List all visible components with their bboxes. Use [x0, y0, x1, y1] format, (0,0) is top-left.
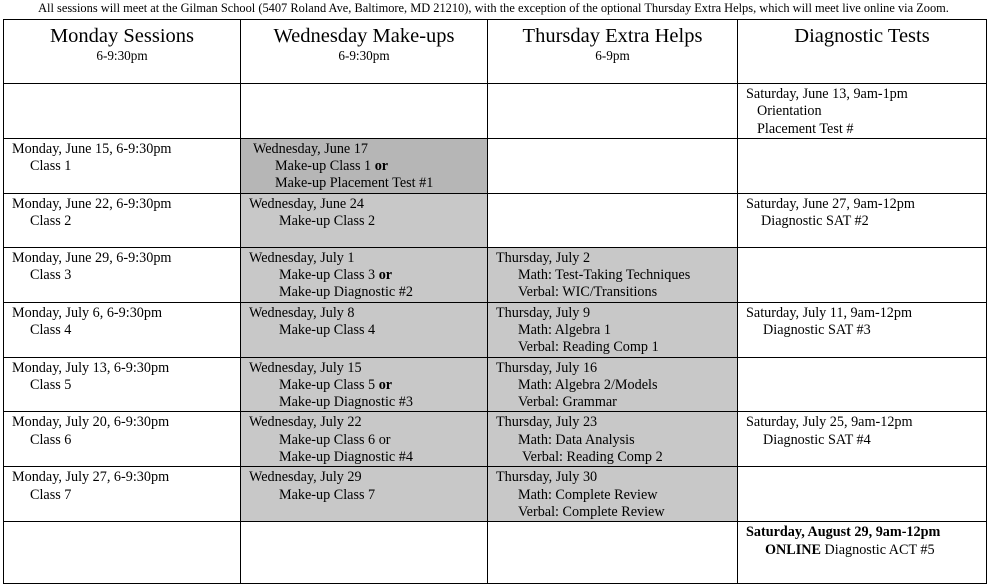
thursday-verbal: Verbal: Complete Review: [518, 503, 665, 520]
wednesday-cell: [241, 357, 488, 412]
diagnostic-line: Diagnostic SAT #2: [761, 213, 869, 230]
thursday-verbal: Verbal: WIC/Transitions: [518, 284, 658, 301]
wednesday-line: Make-up Diagnostic #4: [279, 449, 413, 466]
header-title: Wednesday Make-ups: [273, 25, 455, 47]
diagnostic-cell: [738, 467, 987, 522]
header-time: 6-9:30pm: [96, 48, 148, 63]
monday-cell: [4, 412, 241, 467]
monday-cell: [4, 522, 241, 584]
monday-class: Class 7: [30, 486, 72, 503]
thursday-cell: [488, 247, 738, 302]
thursday-cell: [488, 467, 738, 522]
monday-date: Monday, July 6, 6-9:30pm: [12, 304, 163, 321]
thursday-cell: [488, 412, 738, 467]
header-title: Thursday Extra Helps: [522, 25, 703, 47]
diagnostic-cell: [738, 412, 987, 467]
wednesday-date: Wednesday, July 22: [249, 414, 362, 431]
header-time: 6-9pm: [595, 48, 630, 63]
wednesday-date: Wednesday, July 29: [249, 469, 362, 486]
thursday-cell: [488, 84, 738, 139]
wednesday-cell: [241, 247, 488, 302]
wednesday-line: Make-up Class 3 or: [279, 267, 393, 284]
thursday-cell: [488, 193, 738, 247]
diagnostic-line: Diagnostic SAT #4: [763, 431, 871, 448]
thursday-cell: [488, 302, 738, 357]
header-wednesday: [241, 20, 488, 84]
header-time: 6-9:30pm: [338, 48, 390, 63]
monday-date: Monday, June 29, 6-9:30pm: [12, 249, 172, 266]
diagnostic-date: Saturday, July 25, 9am-12pm: [746, 414, 913, 431]
monday-class: Class 5: [30, 376, 72, 393]
diagnostic-date: Saturday, June 27, 9am-12pm: [746, 195, 915, 212]
table-row: [4, 467, 987, 522]
wednesday-date: Wednesday, July 1: [249, 249, 355, 266]
diagnostic-cell: [738, 84, 987, 139]
monday-cell: [4, 357, 241, 412]
wednesday-line: Make-up Class 7: [279, 486, 376, 503]
thursday-math: Math: Complete Review: [518, 486, 658, 503]
diagnostic-date: Saturday, August 29, 9am-12pm: [746, 524, 941, 541]
wednesday-cell: [241, 84, 488, 139]
header-title: Monday Sessions: [49, 25, 195, 47]
monday-class: Class 2: [30, 213, 72, 230]
wednesday-cell: [241, 302, 488, 357]
monday-cell: [4, 467, 241, 522]
location-note: All sessions will meet at the Gilman School (5407 Roland Ave, Baltimore, MD 21210), with the exception of the optional Thursday Extra Helps, which will meet live online via Zoom.: [38, 1, 949, 15]
header-diagnostic: [738, 20, 987, 84]
thursday-date: Thursday, July 2: [496, 249, 591, 266]
wednesday-line: Make-up Class 2: [279, 213, 376, 230]
monday-cell: [4, 302, 241, 357]
thursday-math: Math: Data Analysis: [518, 431, 635, 448]
monday-class: Class 3: [30, 267, 72, 284]
diagnostic-cell: [738, 138, 987, 193]
diagnostic-line: Diagnostic SAT #3: [763, 321, 871, 338]
wednesday-line: Make-up Class 4: [279, 321, 376, 338]
diagnostic-cell: [738, 302, 987, 357]
diagnostic-cell: [738, 193, 987, 247]
table-row: [4, 193, 987, 247]
table-row: [4, 138, 987, 193]
monday-date: Monday, July 13, 6-9:30pm: [12, 359, 170, 376]
diagnostic-cell: [738, 247, 987, 302]
monday-date: Monday, July 20, 6-9:30pm: [12, 414, 170, 431]
wednesday-date: Wednesday, June 24: [249, 195, 364, 212]
diagnostic-date: Saturday, June 13, 9am-1pm: [746, 86, 908, 102]
thursday-cell: [488, 522, 738, 584]
header-row: [4, 20, 987, 84]
wednesday-line: Make-up Class 5 or: [279, 376, 393, 393]
monday-cell: [4, 193, 241, 247]
thursday-math: Math: Algebra 2/Models: [518, 376, 658, 393]
thursday-date: Thursday, July 9: [496, 304, 591, 321]
thursday-verbal: Verbal: Grammar: [518, 394, 617, 411]
table-row: [4, 302, 987, 357]
diagnostic-date: Saturday, July 11, 9am-12pm: [746, 304, 913, 321]
wednesday-line: Make-up Class 1 or: [275, 158, 389, 175]
diagnostic-line: Orientation: [757, 103, 822, 120]
diagnostic-cell: [738, 357, 987, 412]
wednesday-cell: [241, 412, 488, 467]
thursday-cell: [488, 357, 738, 412]
header-thursday: [488, 20, 738, 84]
wednesday-cell: [241, 138, 488, 193]
wednesday-line: Make-up Class 6 or: [279, 431, 391, 448]
wednesday-date: Wednesday, July 8: [249, 304, 355, 321]
monday-class: Class 6: [30, 431, 72, 448]
wednesday-date: Wednesday, July 15: [249, 359, 362, 376]
schedule-table: [3, 19, 987, 584]
table-row: [4, 412, 987, 467]
monday-class: Class 4: [30, 321, 72, 338]
thursday-verbal: Verbal: Reading Comp 2: [522, 449, 663, 466]
monday-cell: [4, 84, 241, 139]
header-monday: [4, 20, 241, 84]
thursday-date: Thursday, July 23: [496, 414, 598, 431]
diagnostic-line: ONLINE Diagnostic ACT #5: [765, 541, 935, 558]
monday-cell: [4, 138, 241, 193]
wednesday-line: Make-up Diagnostic #2: [279, 284, 413, 301]
monday-date: Monday, June 15, 6-9:30pm: [12, 140, 172, 157]
thursday-math: Math: Algebra 1: [518, 321, 611, 338]
table-row: [4, 522, 987, 584]
thursday-math: Math: Test-Taking Techniques: [518, 267, 691, 284]
thursday-cell: [488, 138, 738, 193]
thursday-date: Thursday, July 16: [496, 359, 598, 376]
table-row: [4, 84, 987, 139]
diagnostic-line: Placement Test #: [757, 120, 854, 137]
thursday-verbal: Verbal: Reading Comp 1: [518, 339, 659, 356]
thursday-date: Thursday, July 30: [496, 469, 598, 486]
wednesday-cell: [241, 467, 488, 522]
monday-date: Monday, July 27, 6-9:30pm: [12, 469, 170, 486]
monday-class: Class 1: [30, 158, 72, 175]
wednesday-cell: [241, 522, 488, 584]
wednesday-line: Make-up Placement Test #1: [275, 175, 434, 192]
table-row: [4, 357, 987, 412]
header-title: Diagnostic Tests: [794, 25, 930, 47]
table-row: [4, 247, 987, 302]
monday-date: Monday, June 22, 6-9:30pm: [12, 195, 172, 212]
wednesday-line: Make-up Diagnostic #3: [279, 394, 413, 411]
wednesday-cell: [241, 193, 488, 247]
monday-cell: [4, 247, 241, 302]
diagnostic-cell: [738, 522, 987, 584]
wednesday-date: Wednesday, June 17: [253, 140, 368, 157]
